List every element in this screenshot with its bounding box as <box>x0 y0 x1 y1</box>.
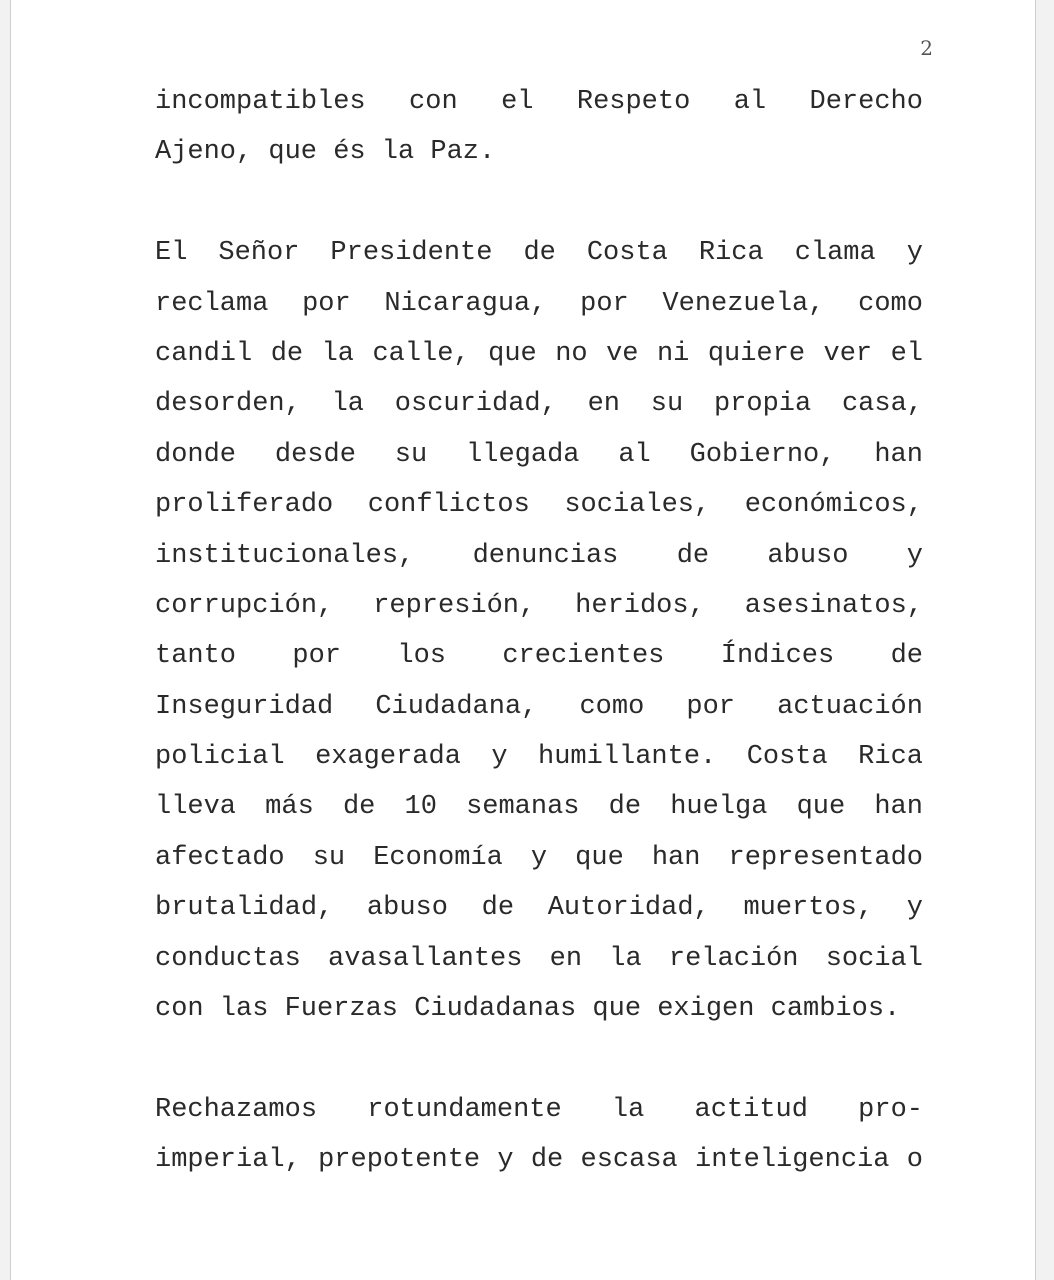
word: han <box>874 792 923 823</box>
word: Presidente <box>330 238 493 269</box>
word: Señor <box>218 238 300 269</box>
word: represión, <box>373 590 536 621</box>
word: Autoridad, <box>547 893 710 924</box>
word: Índices <box>720 641 835 672</box>
word: de <box>342 792 376 823</box>
word: brutalidad, <box>155 893 334 924</box>
paragraph <box>155 1085 923 1186</box>
word: de <box>523 238 556 269</box>
word: és <box>333 137 366 168</box>
word: Derecho <box>809 87 923 117</box>
text-line <box>155 379 923 429</box>
word: con <box>409 87 458 117</box>
word: denuncias <box>472 540 619 571</box>
word: institucionales, <box>155 540 415 571</box>
word: que <box>488 338 537 369</box>
word: Ajeno, <box>155 137 253 168</box>
word: oscuridad, <box>394 389 557 420</box>
word: humillante. <box>538 742 717 773</box>
document-body <box>155 77 923 1186</box>
word: el <box>890 338 923 369</box>
word: social <box>825 943 923 974</box>
word: Nicaragua, <box>384 288 547 319</box>
word: su <box>312 842 346 873</box>
word: Ciudadanas <box>414 994 577 1025</box>
word: asesinatos, <box>744 590 923 621</box>
paragraph-gap <box>155 178 923 228</box>
word: Fuerzas <box>284 994 399 1025</box>
word: de <box>270 338 304 369</box>
word: de <box>676 540 710 571</box>
word: Rechazamos <box>155 1094 318 1125</box>
text-line <box>155 228 923 278</box>
paragraph-gap <box>155 1034 923 1084</box>
word: conflictos <box>367 490 530 521</box>
word: donde <box>155 439 237 470</box>
word: quiere <box>707 338 806 369</box>
word: reclama <box>155 288 269 319</box>
word: Respeto <box>576 87 691 117</box>
word: lleva <box>155 792 237 823</box>
word: su <box>394 439 428 470</box>
word: clama <box>794 238 876 269</box>
word: Inseguridad <box>155 691 334 722</box>
word: económicos, <box>744 490 923 521</box>
word: con <box>155 994 204 1025</box>
word: desorden, <box>155 389 301 420</box>
word: Rica <box>698 238 764 269</box>
word: su <box>650 389 684 420</box>
word: semanas <box>466 792 580 823</box>
page-number: 2 <box>920 36 933 60</box>
text-line <box>155 430 923 480</box>
word: las <box>219 994 269 1025</box>
word: o <box>906 1145 923 1176</box>
word: como <box>579 691 645 722</box>
word: Costa <box>746 742 828 773</box>
word: al <box>618 439 651 470</box>
word: conductas <box>155 943 301 974</box>
word: han <box>874 439 923 470</box>
word: de <box>530 1145 564 1176</box>
word: de <box>608 792 642 823</box>
text-line <box>155 480 923 530</box>
word: prepotente <box>318 1145 481 1176</box>
word: llegada <box>466 439 580 470</box>
text-line <box>155 782 923 832</box>
word: y <box>530 842 548 873</box>
word: los <box>397 641 446 672</box>
word: por <box>686 691 736 722</box>
word: Ciudadana, <box>375 691 538 722</box>
word: la <box>381 137 415 168</box>
word: no <box>555 338 588 369</box>
text-line <box>155 934 923 984</box>
text-line <box>155 581 923 631</box>
word: heridos, <box>575 590 705 621</box>
word: incompatibles <box>155 87 366 117</box>
word: por <box>302 288 351 319</box>
text-line <box>155 833 923 883</box>
word: y <box>906 540 923 571</box>
text-line <box>155 1085 923 1135</box>
text-line <box>155 329 923 379</box>
word: la <box>609 943 642 974</box>
word: abuso <box>767 540 849 571</box>
word: desde <box>274 439 356 470</box>
word: ni <box>656 338 690 369</box>
word: el <box>501 87 534 117</box>
word: de <box>890 641 923 672</box>
word: Gobierno, <box>689 439 836 470</box>
word: ver <box>823 338 873 369</box>
word: por <box>292 641 341 672</box>
text-line <box>155 631 923 681</box>
word: corrupción, <box>155 590 334 621</box>
word: huelga <box>670 792 768 823</box>
word: representado <box>728 842 923 873</box>
word: calle, <box>372 338 470 369</box>
word: la <box>321 338 354 369</box>
document-page <box>10 0 1036 1280</box>
word: actitud <box>694 1094 808 1125</box>
word: sociales, <box>564 490 711 521</box>
text-line <box>155 279 923 329</box>
word: en <box>587 389 621 420</box>
text-line <box>155 682 923 732</box>
word: Costa <box>586 238 668 269</box>
text-line <box>155 984 923 1034</box>
word: exigen <box>657 994 755 1025</box>
word: escasa <box>580 1145 678 1176</box>
word: cambios. <box>770 994 901 1025</box>
word: Economía <box>373 842 503 873</box>
word: que <box>575 842 624 873</box>
word: que <box>796 792 846 823</box>
word: ve <box>606 338 639 369</box>
word: El <box>155 238 188 269</box>
word: 10 <box>404 792 437 823</box>
word: han <box>651 842 701 873</box>
text-line <box>155 77 923 127</box>
text-line <box>155 127 923 177</box>
text-line <box>155 732 923 782</box>
word: avasallantes <box>328 943 523 974</box>
word: rotundamente <box>367 1094 562 1125</box>
word: y <box>497 1145 514 1176</box>
paragraph <box>155 77 923 178</box>
word: la <box>331 389 365 420</box>
word: como <box>858 288 923 319</box>
word: muertos, <box>743 893 874 924</box>
word: tanto <box>155 641 237 672</box>
word: al <box>733 87 767 117</box>
word: Venezuela, <box>662 288 825 319</box>
word: inteligencia <box>695 1145 890 1176</box>
word: policial <box>155 742 285 773</box>
word: imperial, <box>155 1145 301 1176</box>
word: relación <box>668 943 799 974</box>
word: propia <box>713 389 812 420</box>
word: candil <box>155 338 253 369</box>
word: más <box>265 792 314 823</box>
word: de <box>481 893 515 924</box>
word: abuso <box>366 893 448 924</box>
word: que <box>592 994 642 1025</box>
word: y <box>906 893 923 924</box>
text-line <box>155 1135 923 1185</box>
word: y <box>906 238 923 269</box>
word: la <box>611 1094 645 1125</box>
word: casa, <box>841 389 923 420</box>
word: Rica <box>858 742 923 773</box>
text-line <box>155 531 923 581</box>
word: en <box>549 943 583 974</box>
word: afectado <box>155 842 285 873</box>
text-line <box>155 883 923 933</box>
word: proliferado <box>155 490 334 521</box>
word: actuación <box>777 691 923 722</box>
word: crecientes <box>502 641 665 672</box>
word: pro- <box>858 1094 923 1125</box>
word: que <box>268 137 318 168</box>
word: por <box>580 288 629 319</box>
paragraph <box>155 228 923 1034</box>
word: Paz. <box>430 137 496 168</box>
word: y <box>491 742 508 773</box>
word: exagerada <box>315 742 461 773</box>
